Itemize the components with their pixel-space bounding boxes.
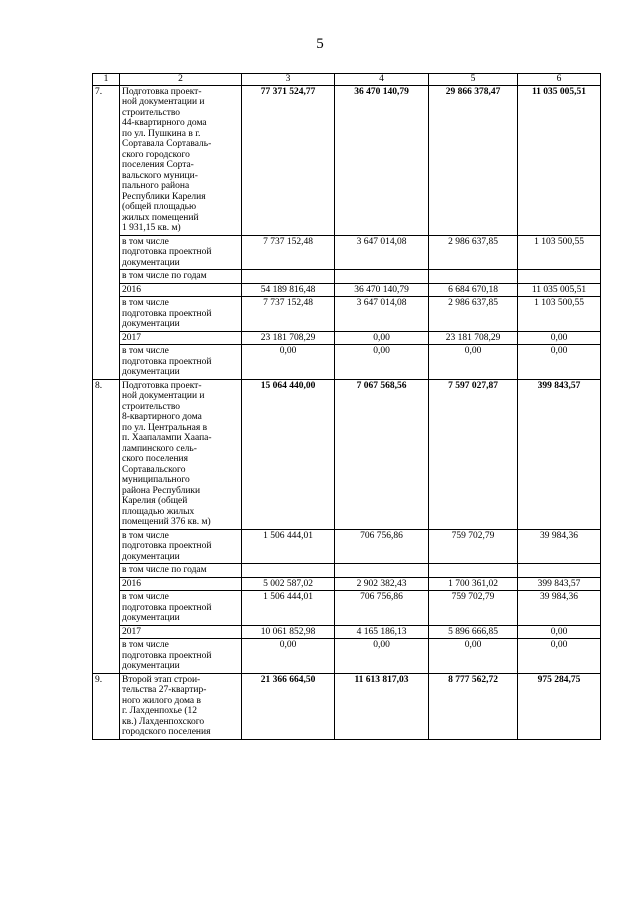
table-row xyxy=(93,235,601,270)
label-line: г. Лахденпохье (12 xyxy=(122,706,198,716)
total-value: 399 843,57 xyxy=(518,379,601,529)
row-value: 0,00 xyxy=(429,345,518,380)
section-row xyxy=(93,85,601,235)
label-line: Республики Карелия xyxy=(122,191,206,202)
row-value xyxy=(242,564,335,578)
column-header: 1 xyxy=(93,74,120,86)
label-line: в том числе по годам xyxy=(122,271,207,281)
row-label xyxy=(120,297,242,332)
label-line: района Республики xyxy=(122,485,201,496)
label-line: документации xyxy=(122,319,180,329)
label-line: Второй этап строи- xyxy=(122,674,201,685)
table-row xyxy=(93,577,601,591)
label-line: п. Хаапалампи Хаапа- xyxy=(122,433,212,443)
row-label xyxy=(120,331,242,345)
label-line: документации xyxy=(122,613,180,623)
label-line: жилых помещений xyxy=(122,212,199,223)
section-index: 7. xyxy=(93,85,120,379)
label-line: в том числе xyxy=(122,298,169,308)
label-line: в том числе xyxy=(122,236,169,247)
row-value: 706 756,86 xyxy=(335,529,429,564)
row-value: 759 702,79 xyxy=(429,529,518,564)
row-value xyxy=(429,564,518,578)
row-value: 54 189 816,48 xyxy=(242,283,335,297)
row-value: 2 986 637,85 xyxy=(429,297,518,332)
total-value: 7 597 027,87 xyxy=(429,379,518,529)
label-line: документации xyxy=(122,257,180,268)
label-line: ной документации и xyxy=(122,391,205,401)
column-header: 4 xyxy=(335,74,429,86)
label-line: ного жилого дома в xyxy=(122,695,201,706)
row-value: 4 165 186,13 xyxy=(335,625,429,639)
row-label xyxy=(120,529,242,564)
row-value: 5 002 587,02 xyxy=(242,577,335,591)
total-value: 8 777 562,72 xyxy=(429,673,518,739)
section-index: 8. xyxy=(93,379,120,673)
label-line: городского поселения xyxy=(122,727,211,737)
row-label xyxy=(120,235,242,270)
table-row xyxy=(93,625,601,639)
row-value: 7 737 152,48 xyxy=(242,297,335,332)
label-line: тельства 27-квартир- xyxy=(122,685,207,695)
label-line: 2016 xyxy=(122,578,141,589)
total-value: 29 866 378,47 xyxy=(429,85,518,235)
budget-table xyxy=(92,73,601,740)
label-line: Карелия (общей xyxy=(122,496,188,506)
label-line: документации xyxy=(122,551,180,562)
column-header: 6 xyxy=(518,74,601,86)
row-value: 11 035 005,51 xyxy=(518,283,601,297)
row-value: 10 061 852,98 xyxy=(242,625,335,639)
section-title xyxy=(120,673,242,739)
label-line: пального района xyxy=(122,181,190,191)
table-row xyxy=(93,331,601,345)
label-line: по ул. Пушкина в г. xyxy=(122,128,201,139)
row-value xyxy=(518,564,601,578)
label-line: лампинского сель- xyxy=(122,443,197,454)
row-value: 0,00 xyxy=(518,625,601,639)
section-row xyxy=(93,673,601,739)
table-body xyxy=(93,85,601,739)
label-line: документации xyxy=(122,367,180,377)
row-value: 1 506 444,01 xyxy=(242,591,335,626)
total-value: 11 035 005,51 xyxy=(518,85,601,235)
row-label xyxy=(120,345,242,380)
row-value: 0,00 xyxy=(518,331,601,345)
label-line: подготовка проектной xyxy=(122,541,212,551)
label-line: 2017 xyxy=(122,626,141,637)
total-value: 36 470 140,79 xyxy=(335,85,429,235)
label-line: строительство xyxy=(122,107,181,118)
row-value: 759 702,79 xyxy=(429,591,518,626)
row-value xyxy=(429,270,518,284)
label-line: в том числе xyxy=(122,592,169,602)
table-row xyxy=(93,345,601,380)
row-label xyxy=(120,564,242,578)
label-line: Сортавальского xyxy=(122,464,186,475)
label-line: в том числе xyxy=(122,640,169,650)
row-value: 0,00 xyxy=(242,639,335,674)
label-line: 8-квартирного дома xyxy=(122,412,202,422)
total-value: 15 064 440,00 xyxy=(242,379,335,529)
row-value: 0,00 xyxy=(335,331,429,345)
label-line: вальского муници- xyxy=(122,170,198,181)
row-value xyxy=(335,270,429,284)
page-number: 5 xyxy=(316,36,324,52)
row-value: 0,00 xyxy=(335,345,429,380)
row-value: 23 181 708,29 xyxy=(429,331,518,345)
row-value xyxy=(518,270,601,284)
label-line: (общей площадью xyxy=(122,202,197,212)
row-value: 39 984,36 xyxy=(518,529,601,564)
row-value xyxy=(242,270,335,284)
table-row xyxy=(93,564,601,578)
label-line: 44-квартирного дома xyxy=(122,118,207,128)
label-line: подготовка проектной xyxy=(122,650,212,661)
row-value: 0,00 xyxy=(242,345,335,380)
total-value: 975 284,75 xyxy=(518,673,601,739)
row-value: 706 756,86 xyxy=(335,591,429,626)
label-line: Сортавала Сортаваль- xyxy=(122,139,212,149)
row-value: 7 737 152,48 xyxy=(242,235,335,270)
total-value: 77 371 524,77 xyxy=(242,85,335,235)
column-header: 2 xyxy=(120,74,242,86)
label-line: по ул. Центральная в xyxy=(122,422,208,433)
label-line: подготовка проектной xyxy=(122,356,212,367)
label-line: поселения Сорта- xyxy=(122,160,194,170)
table-row xyxy=(93,591,601,626)
label-line: кв.) Лахденпохского xyxy=(122,716,205,727)
row-value: 23 181 708,29 xyxy=(242,331,335,345)
row-value: 5 896 666,85 xyxy=(429,625,518,639)
section-title xyxy=(120,85,242,235)
label-line: строительство xyxy=(122,401,181,412)
row-label xyxy=(120,270,242,284)
row-value xyxy=(335,564,429,578)
row-value: 39 984,36 xyxy=(518,591,601,626)
row-value: 2 902 382,43 xyxy=(335,577,429,591)
label-line: муниципального xyxy=(122,475,190,485)
section-index: 9. xyxy=(93,673,120,739)
label-line: в том числе xyxy=(122,346,169,356)
label-line: 2017 xyxy=(122,332,141,343)
column-header: 3 xyxy=(242,74,335,86)
row-label xyxy=(120,283,242,297)
row-value: 0,00 xyxy=(429,639,518,674)
label-line: 2016 xyxy=(122,284,141,295)
total-value: 7 067 568,56 xyxy=(335,379,429,529)
table-row xyxy=(93,297,601,332)
row-value: 0,00 xyxy=(518,345,601,380)
label-line: 1 931,15 кв. м) xyxy=(122,223,181,233)
table-row xyxy=(93,270,601,284)
row-value: 2 986 637,85 xyxy=(429,235,518,270)
total-value: 11 613 817,03 xyxy=(335,673,429,739)
label-line: документации xyxy=(122,661,180,671)
row-value: 36 470 140,79 xyxy=(335,283,429,297)
row-label xyxy=(120,591,242,626)
row-value: 1 700 361,02 xyxy=(429,577,518,591)
section-row xyxy=(93,379,601,529)
section-title xyxy=(120,379,242,529)
row-value: 0,00 xyxy=(335,639,429,674)
row-value: 6 684 670,18 xyxy=(429,283,518,297)
row-value: 399 843,57 xyxy=(518,577,601,591)
table-row xyxy=(93,529,601,564)
row-label xyxy=(120,577,242,591)
label-line: ной документации и xyxy=(122,97,205,107)
label-line: Подготовка проект- xyxy=(122,380,202,391)
label-line: в том числе по годам xyxy=(122,565,207,575)
label-line: площадью жилых xyxy=(122,506,195,517)
label-line: в том числе xyxy=(122,530,169,541)
label-line: ского городского xyxy=(122,149,190,160)
table-row xyxy=(93,639,601,674)
table-row xyxy=(93,283,601,297)
row-value: 0,00 xyxy=(518,639,601,674)
row-value: 1 103 500,55 xyxy=(518,297,601,332)
label-line: ского поселения xyxy=(122,454,188,464)
row-value: 3 647 014,08 xyxy=(335,297,429,332)
label-line: подготовка проектной xyxy=(122,247,212,257)
label-line: Подготовка проект- xyxy=(122,86,202,97)
column-header: 5 xyxy=(429,74,518,86)
row-label xyxy=(120,639,242,674)
total-value: 21 366 664,50 xyxy=(242,673,335,739)
label-line: подготовка проектной xyxy=(122,308,212,319)
row-value: 1 506 444,01 xyxy=(242,529,335,564)
label-line: подготовка проектной xyxy=(122,602,212,613)
row-value: 1 103 500,55 xyxy=(518,235,601,270)
label-line: помещений 376 кв. м) xyxy=(122,517,211,527)
header-row xyxy=(93,74,601,86)
row-value: 3 647 014,08 xyxy=(335,235,429,270)
row-label xyxy=(120,625,242,639)
